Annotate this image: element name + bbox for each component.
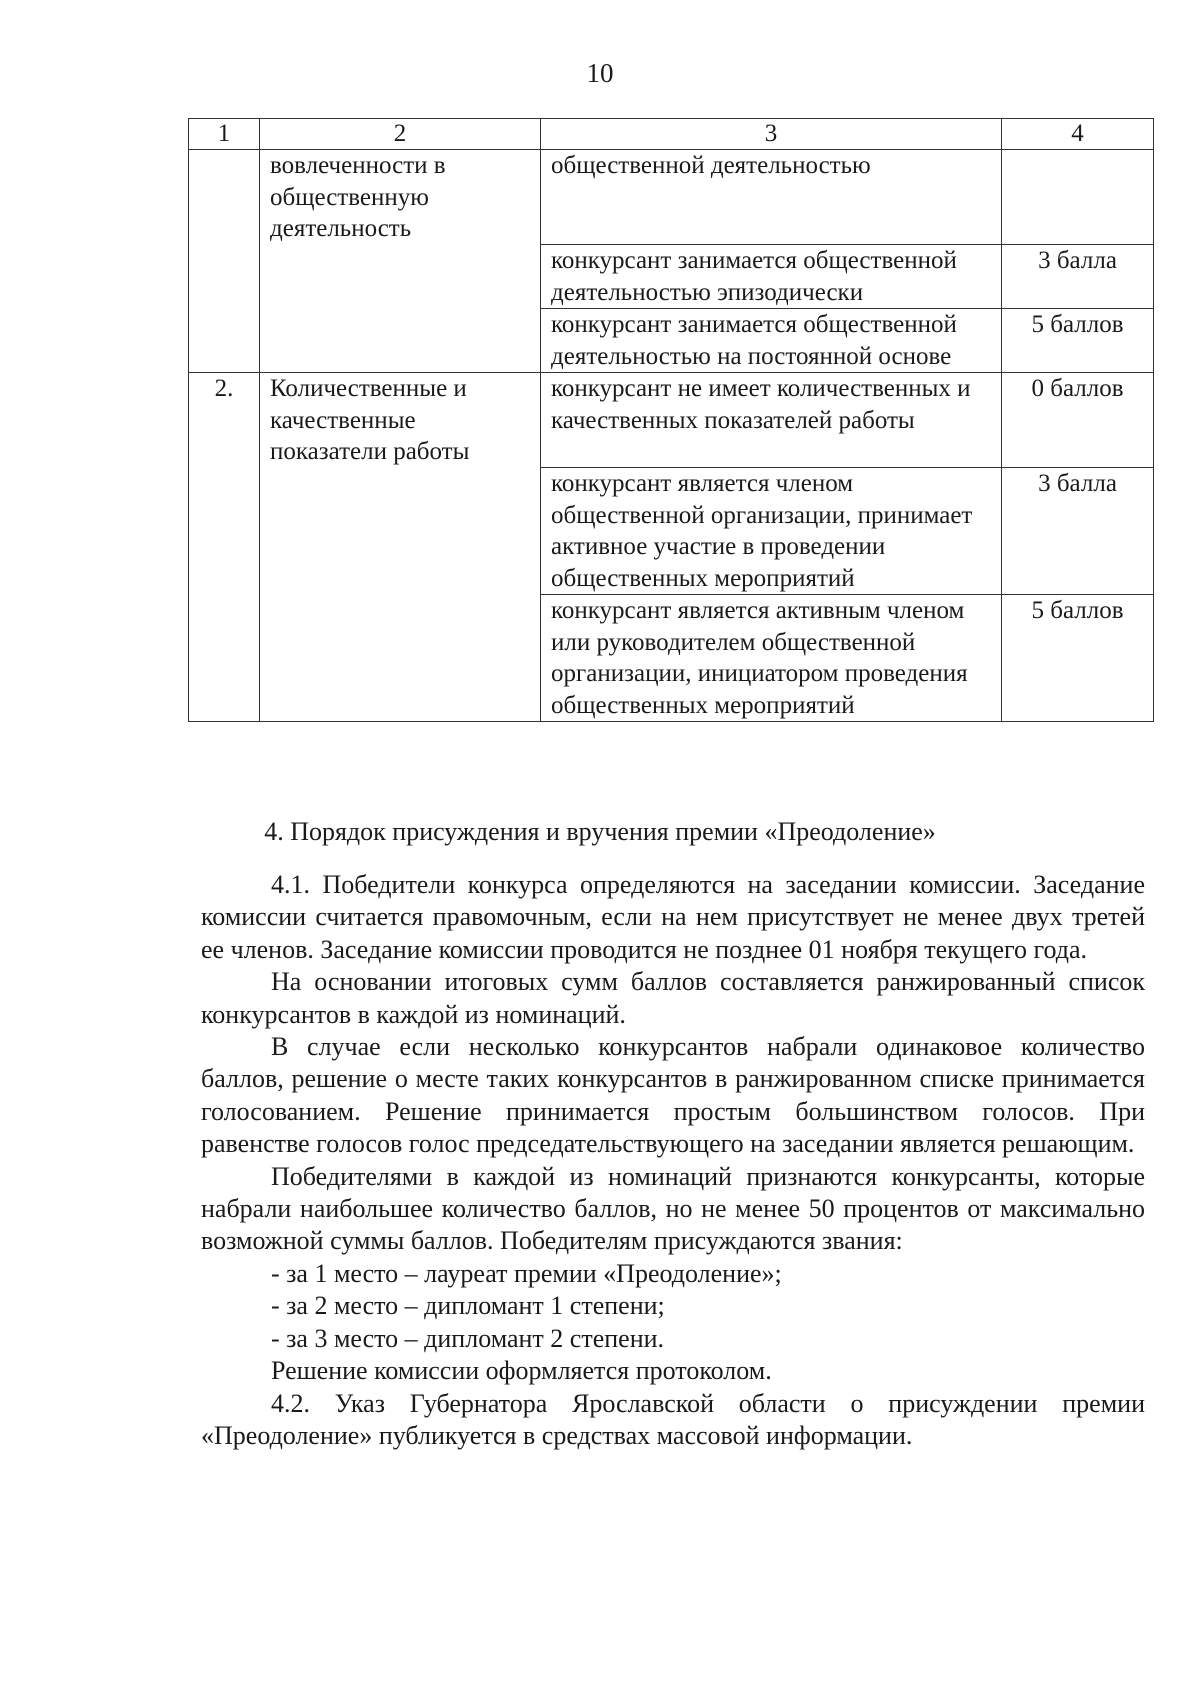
column-header-2: 2 [260,119,541,150]
table-row [189,468,1154,595]
criterion-description: конкурсант занимается общественной деятельностью на постоянной основе [541,309,1002,373]
table-row [189,150,1154,245]
criterion-score [1002,150,1154,245]
table-row [189,309,1154,373]
criterion-score: 3 балла [1002,468,1154,595]
criterion-description: конкурсант является активным членом или руководителем общественной организации, инициатором проведения общественных мероприятий [541,595,1002,722]
criterion-description: конкурсант является членом общественной организации, принимает активное участие в проведении общественных мероприятий [541,468,1002,595]
table-header-row [189,119,1154,150]
criterion-description: конкурсант не имеет количественных и качественных показателей работы [541,373,1002,468]
paragraph: Победителями в каждой из номинаций признаются конкурсанты, которые набрали наибольшее количество баллов, но не менее 50 процентов от максимально возможной суммы баллов. Победителям присуждаются звания: [201,1161,1145,1256]
table-row [189,245,1154,309]
paragraph: 4.1. Победители конкурса определяются на заседании комиссии. Заседание комиссии считается правомочным, если на нем присутствует не менее двух третей ее членов. Заседание комиссии проводится не позднее 01 ноября текущего года. [201,870,1145,964]
criterion-score: 3 балла [1002,245,1154,309]
criterion-score: 0 баллов [1002,373,1154,468]
criterion-score: 5 баллов [1002,595,1154,722]
table-row [189,595,1154,722]
column-header-1: 1 [189,119,260,150]
column-header-3: 3 [541,119,1002,150]
criterion-description: общественной деятельностью [541,150,1002,245]
list-item: - за 2 место – дипломант 1 степени; [271,1291,665,1321]
criterion-score: 5 баллов [1002,309,1154,373]
column-header-4: 4 [1002,119,1154,150]
list-item: - за 3 место – дипломант 2 степени. [271,1323,665,1353]
list-item: - за 1 место – лауреат премии «Преодоление»; [271,1258,782,1288]
paragraph: На основании итоговых сумм баллов составляется ранжированный список конкурсантов в каждой из номинаций. [201,967,1145,1029]
page-number: 10 [586,58,614,88]
criteria-table [188,118,1154,722]
criterion-number [189,150,260,245]
criterion-name: вовлеченности в общественную деятельность [260,150,541,245]
criterion-name: Количественные и качественные показатели работы [260,373,541,468]
section-body [201,869,1145,1452]
section-title: 4. Порядок присуждения и вручения премии «Преодоление» [264,817,936,846]
table-row [189,373,1154,468]
paragraph: Решение комиссии оформляется протоколом. [271,1356,772,1386]
paragraph: В случае если несколько конкурсантов набрали одинаковое количество баллов, решение о месте таких конкурсантов в ранжированном списке принимается голосованием. Решение принимается простым большинством голосов. При равенстве голосов голос председательствующего на заседании является решающим. [201,1032,1145,1159]
paragraph: 4.2. Указ Губернатора Ярославской области о присуждении премии «Преодоление» публикуется в средствах массовой информации. [201,1388,1145,1450]
criterion-description: конкурсант занимается общественной деятельностью эпизодически [541,245,1002,309]
criterion-number: 2. [189,373,260,468]
